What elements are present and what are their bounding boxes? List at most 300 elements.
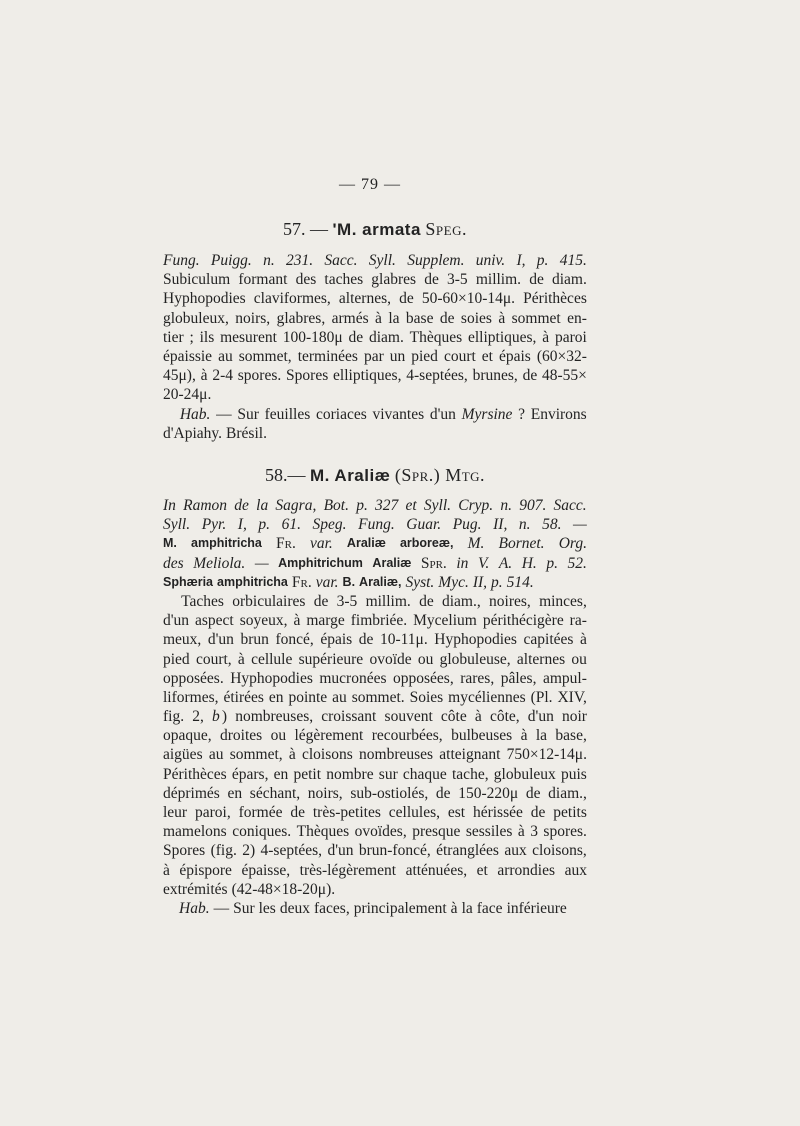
text-segment: fimbriée.: [350, 612, 408, 630]
text-segment: [383, 309, 387, 328]
text-segment: croissant: [321, 708, 377, 726]
text-segment: Org.: [558, 535, 587, 553]
text-segment: [235, 861, 239, 880]
text-segment: 3-5: [336, 592, 358, 610]
text-segment: d'un: [527, 708, 554, 726]
text-segment: [469, 707, 473, 726]
text-segment: pied: [411, 347, 438, 365]
text-segment: ?: [518, 405, 526, 423]
text-segment: [407, 822, 411, 841]
species-author: Speg.: [425, 219, 467, 239]
text-segment: [359, 592, 363, 611]
text-line: [163, 707, 587, 726]
text-segment: en: [227, 784, 243, 802]
text-segment: des: [163, 554, 184, 572]
text-segment: [484, 707, 488, 726]
text-segment: [318, 496, 322, 515]
text-segment: [459, 534, 463, 553]
text-segment: Périthèces: [523, 290, 587, 308]
text-segment: ils: [199, 328, 215, 346]
text-segment: [338, 534, 342, 553]
text-segment: à: [237, 650, 245, 668]
text-segment: var.: [315, 573, 339, 591]
text-segment: Brésil.: [226, 424, 267, 442]
text-segment: [225, 669, 229, 688]
text-segment: [297, 745, 301, 764]
text-segment: [436, 592, 440, 611]
text-segment: [186, 707, 190, 726]
text-segment: 100-180μ: [282, 328, 343, 346]
text-segment: in: [456, 554, 469, 572]
text-segment: ovoïdes,: [354, 823, 407, 841]
text-segment: de: [313, 592, 329, 610]
text-segment: séchant,: [249, 784, 301, 802]
text-segment: [350, 515, 354, 534]
text-segment: [163, 592, 179, 611]
text-segment: et: [405, 497, 417, 514]
text-segment: inférieure: [506, 899, 567, 917]
text-segment: [547, 803, 551, 822]
text-segment: [452, 784, 456, 803]
text-segment: [399, 861, 403, 880]
text-segment: Araliæ,: [359, 574, 402, 589]
text-segment: [328, 688, 332, 707]
text-segment: de: [399, 290, 414, 308]
text-segment: [189, 803, 193, 822]
text-segment: ampul-: [542, 669, 587, 687]
text-segment: Sacc.: [553, 497, 587, 514]
text-segment: mamelons: [163, 823, 227, 841]
text-segment: —: [216, 405, 232, 423]
species-57-description: [163, 251, 587, 443]
text-segment: [255, 251, 259, 270]
text-segment: Guar.: [406, 516, 442, 534]
text-segment: sommet.: [351, 688, 405, 706]
text-segment: Sphæria: [163, 574, 214, 589]
text-segment: pied: [163, 650, 190, 668]
text-segment: Speg.: [312, 516, 347, 534]
text-segment: Araliæ: [346, 536, 386, 551]
text-segment: alternes: [516, 650, 566, 668]
text-segment: [471, 554, 475, 573]
text-segment: [413, 650, 417, 669]
text-segment: noirs,: [235, 309, 271, 327]
text-segment: petits: [553, 804, 587, 821]
text-segment: liformes,: [163, 688, 219, 706]
text-segment: [354, 745, 358, 764]
text-segment: coriaces: [315, 405, 367, 423]
text-segment: aux: [564, 861, 587, 879]
text-segment: [234, 347, 238, 366]
text-segment: Mycelium: [413, 612, 477, 630]
text-segment: [523, 270, 527, 289]
text-line: [163, 270, 587, 289]
text-line: [163, 765, 587, 784]
text-segment: [366, 554, 370, 573]
text-segment: [203, 630, 207, 649]
text-segment: [233, 650, 237, 669]
text-segment: [418, 270, 422, 289]
text-line: [163, 861, 587, 880]
text-segment: [430, 784, 434, 803]
text-segment: claviformes,: [253, 290, 331, 308]
text-segment: —: [573, 516, 587, 534]
text-segment: [391, 534, 395, 553]
text-segment: [398, 765, 402, 784]
text-segment: à: [200, 367, 208, 385]
text-segment: minces,: [539, 592, 587, 610]
text-segment: n.: [263, 252, 275, 269]
text-segment: [270, 630, 274, 649]
text-segment: est: [447, 804, 466, 821]
text-segment: Cryp.: [458, 497, 494, 514]
text-segment: Fung.: [358, 516, 395, 534]
text-segment: [383, 803, 387, 822]
text-segment: 514.: [506, 573, 534, 591]
text-segment: ou: [417, 650, 434, 668]
text-segment: [509, 251, 513, 270]
species-57-heading: [163, 216, 587, 243]
text-segment: chaque: [402, 765, 447, 783]
text-segment: [552, 251, 556, 270]
text-segment: extrémités: [163, 880, 228, 898]
text-segment: à: [293, 612, 301, 630]
text-segment: petit: [293, 765, 322, 783]
text-segment: à: [542, 328, 550, 346]
text-segment: [233, 803, 237, 822]
text-segment: cloisons: [301, 746, 353, 764]
text-line: [163, 841, 587, 860]
text-segment: cellule: [251, 650, 293, 668]
text-segment: puis: [560, 765, 587, 783]
text-segment: court,: [195, 650, 232, 668]
text-segment: glabres,: [276, 309, 326, 327]
text-segment: [204, 745, 208, 764]
text-segment: [401, 309, 405, 328]
text-segment: capitées: [523, 631, 574, 649]
text-segment: de: [530, 804, 546, 821]
text-segment: [406, 347, 410, 366]
text-segment: la: [388, 309, 400, 327]
text-segment: [267, 534, 271, 553]
text-segment: In: [163, 497, 176, 514]
text-segment: opaque,: [163, 727, 212, 745]
text-segment: [347, 688, 351, 707]
text-segment: court: [443, 347, 476, 365]
text-line: [163, 592, 587, 611]
text-segment: [235, 611, 239, 630]
text-segment: [526, 688, 530, 707]
text-segment: Taches: [181, 592, 224, 610]
text-segment: II,: [472, 573, 488, 591]
text-segment: 907.: [519, 497, 547, 514]
text-segment: la: [256, 497, 269, 514]
text-segment: [517, 289, 521, 308]
text-segment: [530, 726, 534, 745]
text-segment: [525, 803, 529, 822]
text-segment: atténuées,: [405, 861, 468, 879]
text-segment: [190, 611, 194, 630]
text-segment: sommet,: [238, 347, 292, 365]
text-segment: [246, 650, 250, 669]
text-segment: [289, 611, 293, 630]
text-segment: Spores: [286, 367, 329, 385]
text-segment: [492, 554, 496, 573]
text-segment: [211, 405, 215, 424]
text-line: [163, 630, 587, 649]
text-segment: [251, 515, 255, 534]
text-segment: [540, 554, 544, 573]
text-segment: de: [439, 309, 455, 327]
text-segment: [214, 726, 218, 745]
species-58-heading: [163, 462, 587, 489]
text-segment: [565, 611, 569, 630]
text-line: [163, 745, 587, 764]
text-segment: [511, 515, 515, 534]
text-segment: [314, 669, 318, 688]
text-segment: [418, 496, 422, 515]
text-segment: Hyphopodies: [163, 290, 246, 308]
text-segment: et: [476, 861, 488, 879]
text-segment: Fr.: [291, 573, 312, 591]
text-line: [163, 784, 587, 803]
text-segment: Araliæ: [372, 555, 412, 570]
text-segment: Hyphopodies: [434, 631, 517, 649]
text-segment: [553, 688, 557, 707]
text-segment: 150-220μ: [458, 784, 519, 802]
text-segment: 231.: [285, 252, 314, 269]
text-segment: [413, 592, 417, 611]
text-segment: —: [254, 554, 269, 572]
text-segment: diam.,: [548, 784, 587, 802]
text-segment: millim.: [475, 271, 522, 289]
text-segment: [163, 405, 179, 424]
text-segment: [463, 328, 467, 347]
text-segment: [361, 251, 365, 270]
text-segment: 750×12-14μ.: [506, 746, 587, 764]
text-segment: [431, 841, 435, 860]
text-segment: [408, 611, 412, 630]
text-segment: univ.: [475, 252, 506, 269]
text-segment: [344, 328, 348, 347]
text-segment: [270, 496, 274, 515]
text-segment: de: [419, 592, 434, 610]
text-segment: (42-48×18-20μ).: [231, 880, 336, 898]
text-segment: [542, 784, 546, 803]
text-segment: épaisse,: [241, 861, 291, 879]
text-segment: épispore: [179, 861, 232, 879]
text-line: [163, 328, 587, 347]
text-segment: brun-foncé,: [358, 842, 431, 860]
text-segment: deux: [279, 899, 310, 917]
text-segment: légèrement: [294, 727, 364, 745]
text-segment: [388, 669, 392, 688]
text-segment: pâles,: [500, 669, 537, 687]
text-segment: Meliola.: [193, 554, 246, 572]
text-segment: [219, 688, 223, 707]
text-line: [163, 424, 587, 443]
text-segment: [307, 803, 311, 822]
text-segment: [282, 366, 286, 385]
text-segment: [489, 534, 493, 553]
text-segment: [548, 496, 552, 515]
text-segment: ): [221, 708, 228, 726]
text-segment: noires,: [489, 592, 531, 610]
text-segment: spores.: [543, 823, 587, 841]
text-segment: [549, 726, 553, 745]
text-line: [163, 573, 587, 592]
text-line: [163, 366, 587, 385]
species-name: M. Araliæ: [309, 466, 391, 485]
text-segment: [546, 270, 550, 289]
text-segment: épais: [320, 631, 353, 649]
text-segment: [293, 347, 297, 366]
text-segment: Myrsine: [461, 405, 513, 423]
text-segment: [556, 765, 560, 784]
text-segment: [477, 347, 481, 366]
text-segment: [260, 405, 264, 424]
text-segment: sur: [378, 765, 398, 783]
text-segment: globuleux: [493, 765, 556, 783]
text-segment: Pyr.: [201, 516, 227, 534]
text-segment: [274, 515, 278, 534]
text-segment: brun: [240, 631, 269, 649]
text-segment: [229, 496, 233, 515]
text-segment: [378, 707, 382, 726]
text-segment: et: [481, 347, 493, 365]
text-segment: en: [273, 765, 289, 783]
text-segment: diam.: [368, 328, 404, 346]
text-segment: [288, 726, 292, 745]
text-segment: arrondies: [497, 861, 556, 879]
text-segment: [538, 669, 542, 688]
text-segment: cellules,: [388, 804, 440, 821]
text-segment: [248, 289, 252, 308]
text-segment: en-: [567, 309, 587, 327]
text-segment: [483, 592, 487, 611]
text-segment: 10-11μ.: [379, 631, 428, 649]
text-segment: orbiculaires: [232, 592, 306, 610]
text-segment: 3: [530, 823, 538, 841]
text-segment: diam.: [552, 271, 587, 289]
text-segment: 52.: [567, 554, 587, 572]
text-segment: ou: [270, 727, 287, 745]
text-segment: de: [290, 804, 305, 821]
text-segment: à: [474, 708, 482, 726]
text-segment: [233, 366, 237, 385]
text-segment: [264, 726, 268, 745]
text-line: [163, 496, 587, 515]
text-segment: [206, 707, 210, 726]
species-number: 58.—: [264, 465, 306, 485]
text-segment: M.: [467, 535, 485, 553]
text-segment: Spores: [163, 842, 206, 860]
text-segment: [532, 347, 536, 366]
text-segment: [529, 251, 533, 270]
text-segment: [468, 251, 472, 270]
text-segment: [493, 309, 497, 328]
text-segment: [453, 496, 457, 515]
text-segment: [425, 405, 429, 424]
text-segment: mucronées: [319, 669, 387, 687]
text-segment: Syll.: [163, 516, 191, 534]
text-segment: [366, 726, 370, 745]
text-line: [163, 251, 587, 270]
text-segment: Sacc.: [324, 252, 358, 269]
text-segment: Thèques: [296, 823, 350, 841]
text-segment: [400, 251, 404, 270]
text-segment: coniques.: [232, 823, 292, 841]
text-line: [163, 611, 587, 630]
text-segment: n.: [518, 516, 531, 534]
text-segment: 327: [375, 497, 399, 514]
text-segment: par: [363, 347, 384, 365]
text-segment: à: [520, 727, 528, 745]
text-segment: [539, 822, 543, 841]
text-segment: [414, 554, 418, 573]
text-segment: [294, 650, 298, 669]
text-segment: [364, 328, 368, 347]
text-line: [163, 803, 587, 822]
text-segment: [308, 592, 312, 611]
text-segment: [238, 841, 242, 860]
text-segment: Pug.: [452, 516, 482, 534]
text-segment: [538, 366, 542, 385]
text-segment: [248, 554, 252, 573]
text-segment: de: [424, 271, 439, 289]
text-segment: droites: [220, 727, 263, 745]
text-segment: [365, 270, 369, 289]
text-segment: I,: [237, 516, 247, 534]
text-segment: [400, 496, 404, 515]
text-segment: épaissie: [163, 347, 213, 365]
text-segment: [289, 270, 293, 289]
text-segment: 58.: [542, 516, 562, 534]
text-segment: [271, 309, 275, 328]
text-segment: [556, 707, 560, 726]
text-segment: [323, 841, 327, 860]
text-segment: aspect: [195, 612, 234, 630]
text-segment: d'un: [207, 631, 234, 649]
text-segment: [215, 328, 219, 347]
text-segment: Sur: [237, 405, 259, 423]
text-segment: d'un: [429, 405, 456, 423]
text-segment: Hab.: [179, 899, 210, 917]
text-line: [163, 385, 587, 404]
text-segment: [330, 592, 334, 611]
text-segment: au: [218, 347, 233, 365]
text-segment: (60×32-: [536, 347, 587, 365]
text-segment: 50-60×10-14μ.: [421, 290, 516, 308]
text-segment: [346, 611, 350, 630]
text-segment: soies: [460, 309, 492, 327]
text-segment: de: [348, 328, 364, 346]
text-segment: [256, 841, 260, 860]
text-segment: [485, 515, 489, 534]
text-segment: [525, 822, 529, 841]
text-segment: au: [332, 688, 347, 706]
text-segment: [518, 630, 522, 649]
text-segment: côte: [440, 708, 467, 726]
text-segment: [195, 328, 199, 347]
text-segment: d'un: [327, 842, 354, 860]
text-segment: [191, 650, 195, 669]
text-segment: [416, 289, 420, 308]
text-segment: A.: [498, 554, 513, 572]
text-segment: I,: [516, 252, 526, 269]
text-segment: [369, 496, 373, 515]
text-segment: [251, 496, 255, 515]
